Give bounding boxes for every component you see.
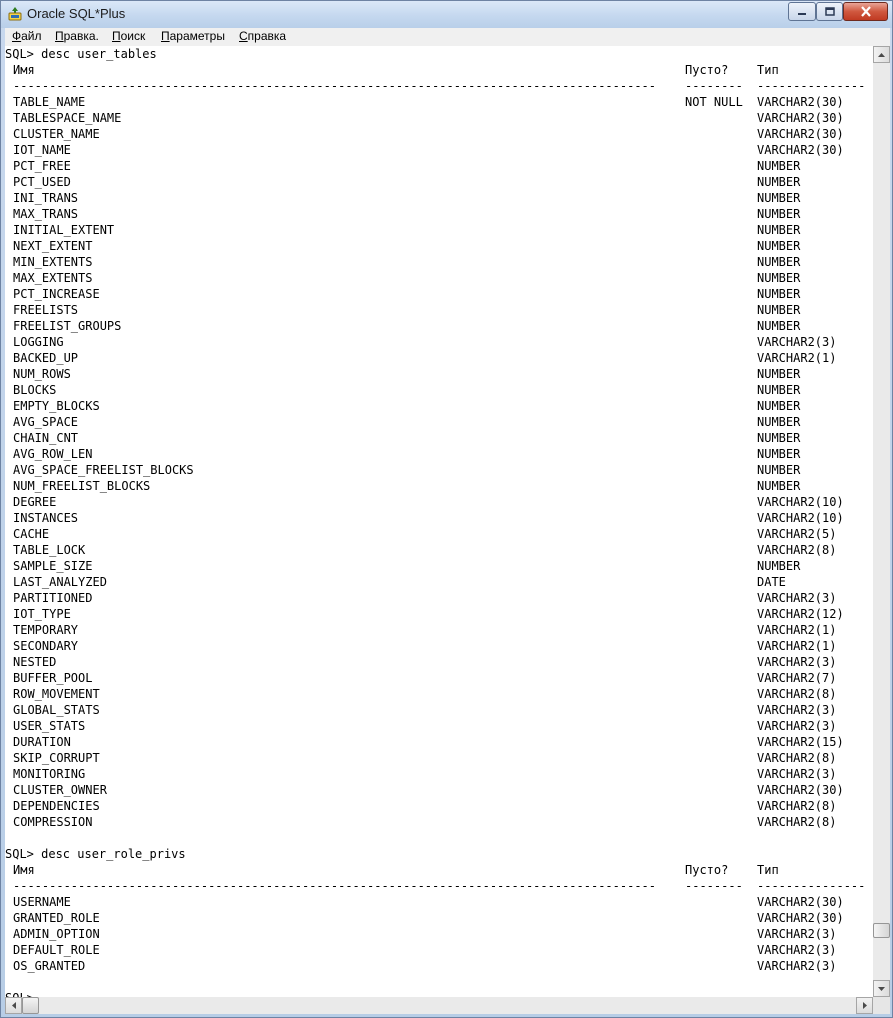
column-name: CLUSTER_OWNER bbox=[13, 783, 107, 797]
column-type: VARCHAR2(10) bbox=[757, 495, 844, 509]
column-type: NUMBER bbox=[757, 383, 801, 397]
column-type: VARCHAR2(15) bbox=[757, 735, 844, 749]
sql-command: SQL> desc user_role_privs bbox=[5, 847, 186, 861]
arrow-right-icon bbox=[863, 1002, 867, 1009]
column-name: MONITORING bbox=[13, 767, 86, 781]
column-name: BUFFER_POOL bbox=[13, 671, 93, 685]
column-type: VARCHAR2(8) bbox=[757, 799, 837, 813]
column-name: LAST_ANALYZED bbox=[13, 575, 107, 589]
column-type: NUMBER bbox=[757, 159, 801, 173]
column-name: IOT_TYPE bbox=[13, 607, 71, 621]
column-type: VARCHAR2(8) bbox=[757, 815, 837, 829]
scroll-left-button[interactable] bbox=[5, 997, 22, 1014]
column-name: MAX_TRANS bbox=[13, 207, 79, 221]
horizontal-scroll-thumb[interactable] bbox=[22, 997, 39, 1014]
column-type: NUMBER bbox=[757, 239, 801, 253]
column-name: IOT_NAME bbox=[13, 143, 71, 157]
menu-file[interactable]: Файл bbox=[12, 29, 42, 43]
column-name: DURATION bbox=[13, 735, 71, 749]
column-name: USER_STATS bbox=[13, 719, 86, 733]
column-name: OS_GRANTED bbox=[13, 959, 86, 973]
column-type: VARCHAR2(3) bbox=[757, 767, 837, 781]
close-icon bbox=[860, 6, 872, 17]
column-type: VARCHAR2(7) bbox=[757, 671, 837, 685]
vertical-scrollbar[interactable] bbox=[873, 46, 890, 997]
rule-name: ----------------------------------------------------------------------------------------- bbox=[13, 79, 656, 93]
sql-command: SQL> desc user_tables bbox=[5, 47, 157, 61]
scroll-right-button[interactable] bbox=[856, 997, 873, 1014]
column-name: SKIP_CORRUPT bbox=[13, 751, 100, 765]
column-type: VARCHAR2(3) bbox=[757, 335, 837, 349]
minimize-icon bbox=[797, 8, 807, 16]
rule-null: -------- bbox=[685, 79, 743, 93]
size-grip[interactable] bbox=[873, 997, 890, 1014]
column-type: NUMBER bbox=[757, 207, 801, 221]
column-name: FREELIST_GROUPS bbox=[13, 319, 122, 333]
column-type: NUMBER bbox=[757, 223, 801, 237]
sqlplus-app-icon bbox=[7, 6, 23, 22]
maximize-button[interactable] bbox=[816, 2, 843, 21]
header-type: Тип bbox=[757, 863, 779, 877]
column-type: VARCHAR2(3) bbox=[757, 943, 837, 957]
column-name: SECONDARY bbox=[13, 639, 79, 653]
column-name: TEMPORARY bbox=[13, 623, 79, 637]
column-type: VARCHAR2(30) bbox=[757, 143, 844, 157]
column-type: VARCHAR2(8) bbox=[757, 751, 837, 765]
column-name: NEXT_EXTENT bbox=[13, 239, 93, 253]
header-null: Пусто? bbox=[685, 863, 729, 877]
column-name: DEFAULT_ROLE bbox=[13, 943, 100, 957]
menu-options[interactable]: Параметры bbox=[161, 29, 225, 43]
column-type: NUMBER bbox=[757, 479, 801, 493]
column-name: GLOBAL_STATS bbox=[13, 703, 100, 717]
menu-search[interactable]: Поиск bbox=[112, 29, 146, 43]
console-area[interactable] bbox=[5, 46, 873, 997]
column-type: NUMBER bbox=[757, 367, 801, 381]
column-name: NESTED bbox=[13, 655, 57, 669]
column-name: USERNAME bbox=[13, 895, 71, 909]
header-type: Тип bbox=[757, 63, 779, 77]
column-name: INSTANCES bbox=[13, 511, 79, 525]
column-type: VARCHAR2(12) bbox=[757, 607, 844, 621]
column-type: NUMBER bbox=[757, 319, 801, 333]
column-name: PARTITIONED bbox=[13, 591, 93, 605]
column-type: NUMBER bbox=[757, 559, 801, 573]
column-name: ADMIN_OPTION bbox=[13, 927, 100, 941]
column-name: MIN_EXTENTS bbox=[13, 255, 93, 269]
column-name: ROW_MOVEMENT bbox=[13, 687, 100, 701]
column-type: NUMBER bbox=[757, 431, 801, 445]
maximize-icon bbox=[825, 7, 835, 16]
column-type: VARCHAR2(1) bbox=[757, 351, 837, 365]
column-name: NUM_FREELIST_BLOCKS bbox=[13, 479, 151, 493]
minimize-button[interactable] bbox=[788, 2, 816, 21]
column-type: NUMBER bbox=[757, 447, 801, 461]
rule-type: --------------- bbox=[757, 79, 866, 93]
column-name: SAMPLE_SIZE bbox=[13, 559, 93, 573]
column-type: VARCHAR2(3) bbox=[757, 703, 837, 717]
column-type: NUMBER bbox=[757, 415, 801, 429]
column-name: DEGREE bbox=[13, 495, 57, 509]
rule-type: --------------- bbox=[757, 879, 866, 893]
column-type: VARCHAR2(1) bbox=[757, 623, 837, 637]
column-name: EMPTY_BLOCKS bbox=[13, 399, 100, 413]
column-name: LOGGING bbox=[13, 335, 64, 349]
column-type: VARCHAR2(3) bbox=[757, 959, 837, 973]
column-type: VARCHAR2(10) bbox=[757, 511, 844, 525]
scroll-down-button[interactable] bbox=[873, 980, 890, 997]
column-type: NUMBER bbox=[757, 271, 801, 285]
column-type: VARCHAR2(30) bbox=[757, 895, 844, 909]
column-type: VARCHAR2(30) bbox=[757, 911, 844, 925]
column-type: NUMBER bbox=[757, 175, 801, 189]
column-name: AVG_ROW_LEN bbox=[13, 447, 93, 461]
vertical-scroll-thumb[interactable] bbox=[873, 923, 890, 938]
column-type: DATE bbox=[757, 575, 786, 589]
column-name: PCT_FREE bbox=[13, 159, 71, 173]
rule-name: ----------------------------------------------------------------------------------------- bbox=[13, 879, 656, 893]
arrow-down-icon bbox=[878, 987, 885, 991]
column-name: CACHE bbox=[13, 527, 50, 541]
rule-null: -------- bbox=[685, 879, 743, 893]
column-type: VARCHAR2(5) bbox=[757, 527, 837, 541]
column-name: PCT_USED bbox=[13, 175, 71, 189]
scroll-up-button[interactable] bbox=[873, 46, 890, 63]
column-name: GRANTED_ROLE bbox=[13, 911, 100, 925]
column-type: VARCHAR2(8) bbox=[757, 687, 837, 701]
column-name: BACKED_UP bbox=[13, 351, 79, 365]
column-name: CHAIN_CNT bbox=[13, 431, 79, 445]
menu-help[interactable]: Справка bbox=[239, 29, 287, 43]
column-null: NOT NULL bbox=[685, 95, 743, 109]
column-name: INITIAL_EXTENT bbox=[13, 223, 115, 237]
column-type: VARCHAR2(30) bbox=[757, 127, 844, 141]
column-type: NUMBER bbox=[757, 303, 801, 317]
title-bar[interactable] bbox=[1, 1, 892, 28]
column-type: NUMBER bbox=[757, 255, 801, 269]
column-type: VARCHAR2(3) bbox=[757, 927, 837, 941]
column-name: FREELISTS bbox=[13, 303, 79, 317]
column-type: NUMBER bbox=[757, 287, 801, 301]
column-name: COMPRESSION bbox=[13, 815, 93, 829]
column-type: VARCHAR2(30) bbox=[757, 783, 844, 797]
header-name: Имя bbox=[13, 863, 35, 877]
column-name: PCT_INCREASE bbox=[13, 287, 100, 301]
column-type: VARCHAR2(3) bbox=[757, 591, 837, 605]
column-type: VARCHAR2(30) bbox=[757, 111, 844, 125]
column-type: VARCHAR2(30) bbox=[757, 95, 844, 109]
header-name: Имя bbox=[13, 63, 35, 77]
column-name: TABLE_NAME bbox=[13, 95, 86, 109]
column-type: VARCHAR2(3) bbox=[757, 655, 837, 669]
menu-edit[interactable]: Правка. bbox=[55, 29, 99, 43]
column-type: NUMBER bbox=[757, 399, 801, 413]
column-name: TABLESPACE_NAME bbox=[13, 111, 122, 125]
column-type: VARCHAR2(3) bbox=[757, 719, 837, 733]
column-name: AVG_SPACE bbox=[13, 415, 79, 429]
column-name: TABLE_LOCK bbox=[13, 543, 86, 557]
column-name: BLOCKS bbox=[13, 383, 57, 397]
column-type: NUMBER bbox=[757, 191, 801, 205]
arrow-up-icon bbox=[878, 53, 885, 57]
horizontal-scrollbar[interactable] bbox=[5, 997, 873, 1014]
column-type: NUMBER bbox=[757, 463, 801, 477]
column-name: AVG_SPACE_FREELIST_BLOCKS bbox=[13, 463, 194, 477]
column-type: VARCHAR2(1) bbox=[757, 639, 837, 653]
column-name: MAX_EXTENTS bbox=[13, 271, 93, 285]
arrow-left-icon bbox=[12, 1002, 16, 1009]
column-name: CLUSTER_NAME bbox=[13, 127, 100, 141]
column-type: VARCHAR2(8) bbox=[757, 543, 837, 557]
column-name: INI_TRANS bbox=[13, 191, 79, 205]
window-title: Oracle SQL*Plus bbox=[27, 6, 126, 21]
column-name: NUM_ROWS bbox=[13, 367, 71, 381]
column-name: DEPENDENCIES bbox=[13, 799, 100, 813]
close-button[interactable] bbox=[843, 2, 888, 21]
menu-bar bbox=[5, 28, 890, 46]
header-null: Пусто? bbox=[685, 63, 729, 77]
